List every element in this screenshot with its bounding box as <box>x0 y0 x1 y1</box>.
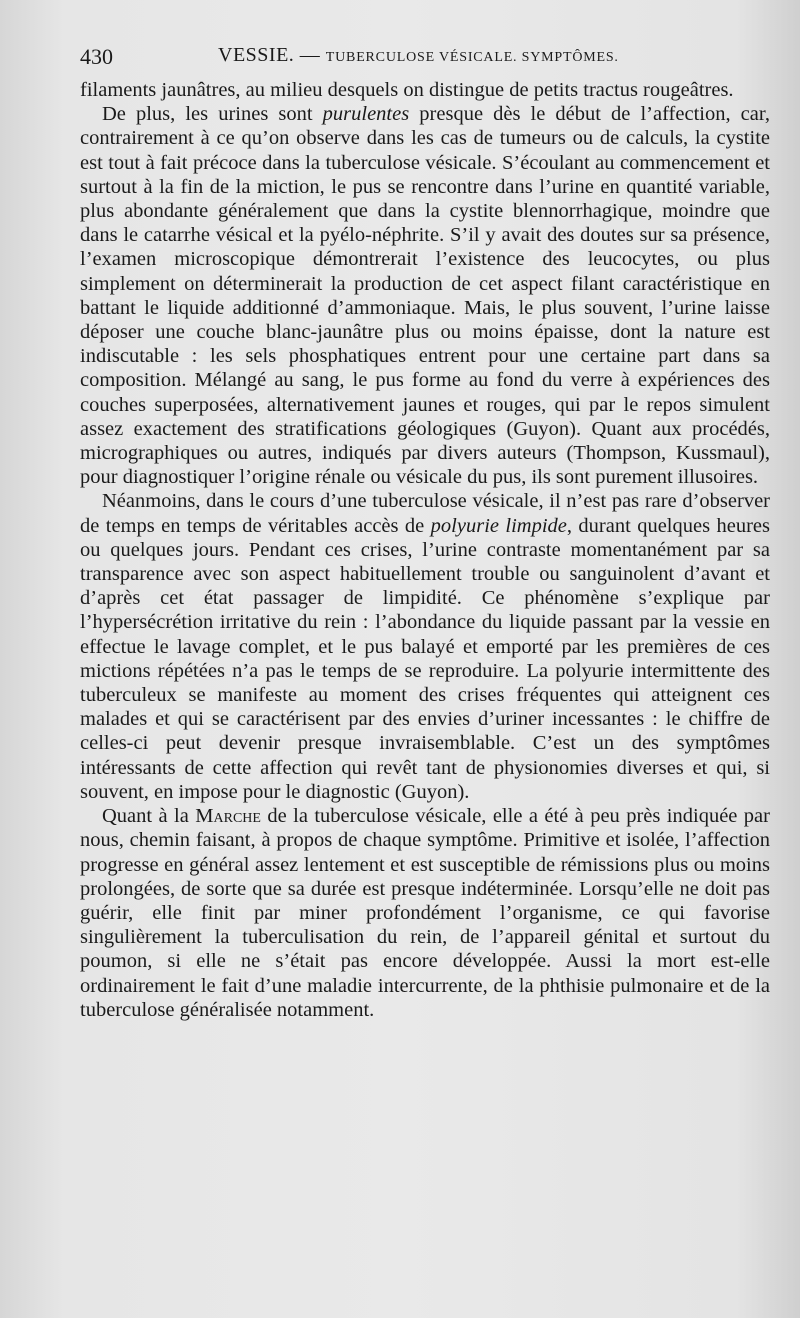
italic-term: polyurie limpide <box>430 514 567 537</box>
body-text <box>80 78 770 1022</box>
section-title: VESSIE. <box>218 44 295 66</box>
page-number: 430 <box>80 44 113 69</box>
text-run: Quant à la <box>102 805 196 828</box>
text-run: , durant quelques heures ou quelques jours. Pendant ces crises, l’urine contraste momentanément par sa transparence avec son aspect habituellement trouble ou sanguinolent d’avant et d’après cet état passager de limpidité. Ce phénomène s’explique par l’hypersécrétion irritative du rein : l’abondance du liquide passant par la vessie en effectue le lavage complet, et le pus balayé et emporté par les premières de ces mictions répétées n’a pas le temps de se reproduire. La polyurie intermittente des tuberculeux se manifeste au moment des crises fréquentes qui atteignent ces malades et qui se caractérisent par des envies d’uriner incessantes : le chiffre de celles-ci peut devenir presque invraisemblable. C’est un des symptômes intéressants de cette affection qui revêt tant de physionomies diverses et qui, si souvent, en impose pour le diagnostic (Guyon). <box>80 514 770 803</box>
text-run: filaments jaunâtres, au milieu desquels on distingue de petits tractus rougeâtres. <box>80 79 734 101</box>
page-header <box>80 44 770 74</box>
paragraph <box>80 78 770 102</box>
header-dash: — <box>299 44 321 66</box>
text-run: de la tuberculose vésicale, elle a été à peu près indiquée par nous, chemin faisant, à propos de chaque symptôme. Primitive et isolée, l’affection progresse en général assez lentement et est susceptible de rémissions plus ou moins prolongées, de sorte que sa durée est presque indéterminée. Lorsqu’elle ne doit pas guérir, elle finit par miner profondément l’organisme, ce qui favorise singulièrement la tuberculisation du rein, de l’appareil génital et surtout du poumon, si elle ne s’était pas encore développée. Aussi la mort est-elle ordinairement le fait d’une maladie intercurrente, de la phthisie pulmonaire et de la tuberculose généralisée notamment. <box>80 805 770 1021</box>
paragraph <box>80 489 770 804</box>
paragraph <box>80 102 770 489</box>
text-run: presque dès le début de l’affection, car, contrairement à ce qu’on observe dans les cas de tumeurs ou de calculs, la cystite est tout à fait précoce dans la tuberculose vésicale. S’écoulant au commencement et surtout à la fin de la miction, le pus se rencontre dans l’urine en quantité variable, plus abondante généralement que dans la cystite blennorrhagique, moindre que dans le catarrhe vésical et la pyélo-néphrite. S’il y avait des doutes sur sa présence, l’examen microscopique démontrerait l’existence des leucocytes, ou plus simplement on déterminerait la production de cet aspect filant caractéristique en battant le liquide additionné d’ammoniaque. Mais, le plus souvent, l’urine laisse déposer une couche blanc-jaunâtre plus ou moins épaisse, dont la nature est indiscutable : les sels phosphatiques entrent pour une certaine part dans sa composition. Mélangé au sang, le pus forme au fond du verre à expériences des couches superposées, alternativement jaunes et rouges, qui par le repos simulent assez exactement des stratifications géologiques (Guyon). Quant aux procédés, micrographiques ou autres, indiqués par divers auteurs (Thompson, Kussmaul), pour diagnostiquer l’origine rénale ou vésicale du pus, ils sont purement illusoires. <box>80 103 770 489</box>
paragraph <box>80 804 770 1022</box>
italic-term: purulentes <box>322 103 410 126</box>
running-head <box>218 44 619 67</box>
text-run: De plus, les urines sont <box>102 103 323 126</box>
smallcaps-term: Marche <box>195 805 261 828</box>
section-subtitle: TUBERCULOSE VÉSICALE. SYMPTÔMES. <box>325 50 619 65</box>
text-run: Néanmoins, dans le cours d’une tuberculose vésicale, il n’est pas rare d’observer de temps en temps de véritables accès de <box>80 490 770 537</box>
